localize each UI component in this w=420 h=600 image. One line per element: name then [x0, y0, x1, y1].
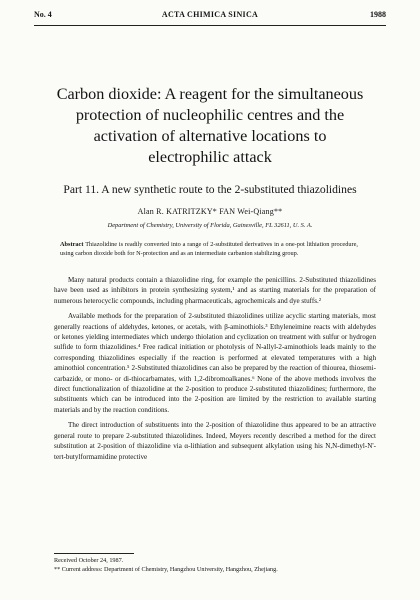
- footnotes: [54, 556, 376, 574]
- title-line: Carbon dioxide: A reagent for the simultaneous: [56, 85, 364, 103]
- affiliation: Department of Chemistry, University of Florida, Gainesville, FL 32611, U. S. A.: [107, 222, 313, 229]
- article-body: [54, 275, 376, 467]
- header-rule: [34, 25, 386, 26]
- current-address-note: ** Current address: Department of Chemistry, Hangzhou University, Hangzhou, Zhejiang.: [54, 566, 278, 573]
- part-subtitle: Part 11. A new synthetic route to the 2-substituted thiazolidines: [63, 183, 357, 196]
- title-line: activation of alternative locations to: [93, 127, 327, 145]
- journal-name: ACTA CHIMICA SINICA: [161, 10, 259, 19]
- footnote-rule: [54, 553, 134, 554]
- title-line: electrophilic attack: [148, 148, 272, 166]
- publication-year: 1988: [370, 10, 386, 19]
- abstract-text: Thiazolidine is readily converted into a range of 2-substituted derivatives in a one-pot lithiation procedure, using carbon dioxide both for N-protection and as an intermediate carbanion stabilizing group.: [60, 241, 358, 258]
- abstract: [60, 240, 358, 259]
- received-date: Received October 24, 1987.: [54, 557, 124, 564]
- running-head: [34, 10, 386, 24]
- abstract-label: Abstract: [60, 241, 84, 248]
- title-line: protection of nucleophilic centres and the: [75, 106, 345, 124]
- body-paragraph: Many natural products contain a thiazolidine ring, for example the penicillins. 2-Substituted thiazolidines have been used as inhibitors in protein synthesizing system,¹ and as starting materials for the preparation of numerous heterocyclic compounds, including pharmaceuticals, agrochemicals and dye stuffs.²: [54, 276, 376, 305]
- body-paragraph: The direct introduction of substituents into the 2-position of thiazolidine thus appeared to be an attractive general route to prepare 2-substituted thiazolidines. Indeed, Meyers recently described a method for the direct substitution at 2-position of thiazolidine via α-lithiation and subsequent alkylation using his N,N-dimethyl-N'-tert-butylformamidine protective: [54, 421, 376, 461]
- article-title: [30, 84, 390, 168]
- issue-number: No. 4: [34, 10, 52, 19]
- body-paragraph: Available methods for the preparation of 2-substituted thiazolidines utilize acyclic starting materials, most generally reactions of aldehydes, ketones, or acetals, with β-aminothiols.³ Ethyleneimine reacts with aldehydes or ketones yielding intermediates which undergo thiolation and cyclization on treatment with sulfur or hydrogen sulfide to form thiazolidines.⁴ Free radical initiation or photolysis of N-allyl-2-aminothiols leads mainly to the corresponding thiazolidines especially if the reaction is performed at elevated temperatures with a high aminothiol concentration.⁵ 2-Substituted thiazolidines can also be prepared by the reaction of thiourea, thiosemi-carbazide, or mono- or di-thiocarbamates, with 1,2-dibromoalkanes.⁶ None of the above methods involves the direct functionalization of thiazolidine at the 2-position to produce 2-substituted thiazolidines; furthermore, the substituents which can be introduced into the 2-position are limited by the restriction to available starting materials and by the reaction conditions.: [54, 312, 376, 414]
- author-list: Alan R. KATRITZKY* FAN Wei-Qiang**: [137, 207, 283, 216]
